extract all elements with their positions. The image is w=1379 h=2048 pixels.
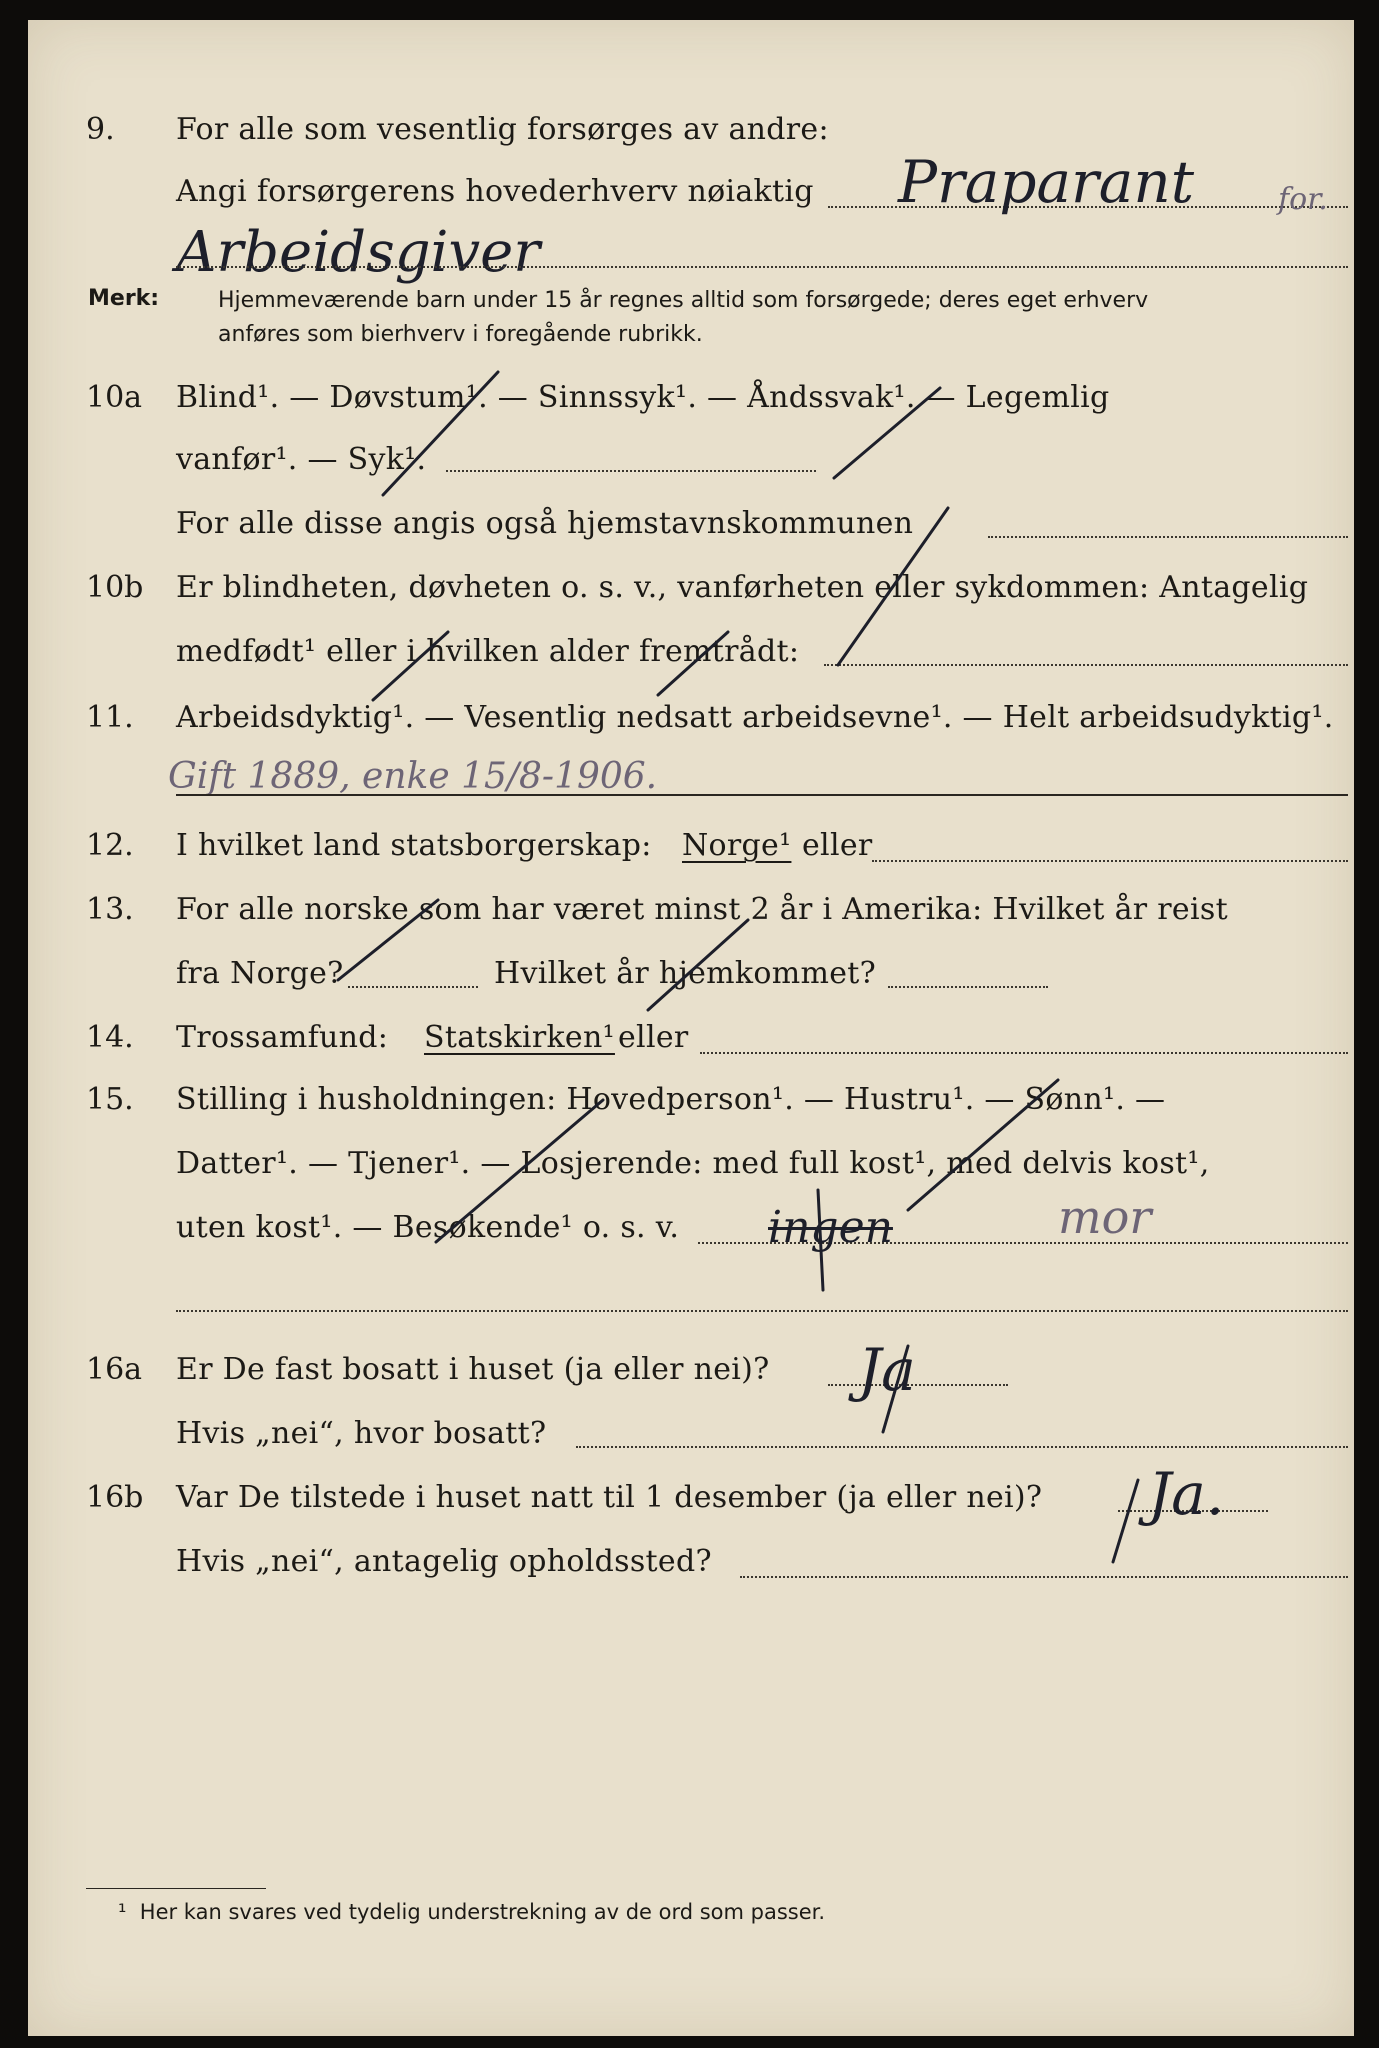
merk-line1: Hjemmeværende barn under 15 år regnes alltid som forsørgede; deres eget erhverv	[218, 288, 1149, 313]
q14-choice-underlined: Statskirken¹	[424, 1020, 615, 1055]
q13-line2b: Hvilket år hjemkommet?	[494, 956, 877, 991]
strike-mark-10a-1	[383, 372, 498, 495]
strike-mark-10b-2	[658, 632, 728, 695]
q10a-number: 10a	[86, 380, 143, 415]
q12-choice-underlined: Norge¹	[682, 828, 792, 863]
q10b-line1: Er blindheten, døvheten o. s. v., vanførheten eller sykdommen: Antagelig	[176, 570, 1309, 605]
strike-mark-15-2	[908, 1080, 1058, 1210]
q13-number: 13.	[86, 892, 134, 927]
q12-text: I hvilket land statsborgerskap:	[176, 828, 652, 863]
q9-number: 9.	[86, 112, 115, 147]
q9-line2: Angi forsørgerens hovederhverv nøiaktig	[176, 174, 814, 209]
q10a-line3: For alle disse angis også hjemstavnskommunen	[176, 506, 914, 541]
q15-line3: uten kost¹. — Besøkende¹ o. s. v.	[176, 1210, 680, 1245]
q11-line1: Arbeidsdyktig¹. — Vesentlig nedsatt arbeidsevne¹. — Helt arbeidsudyktig¹.	[176, 700, 1334, 735]
q9-line1: For alle som vesentlig forsørges av andre:	[176, 112, 829, 147]
strike-mark-13-1	[338, 900, 438, 980]
q16b-handwritten-answer: Ja.	[1148, 1460, 1225, 1528]
q10a-line2: vanfør¹. — Syk¹.	[176, 442, 427, 477]
q11-number: 11.	[86, 700, 134, 735]
strike-mark-10b-1	[373, 632, 448, 700]
q14-tail: eller	[618, 1020, 689, 1055]
merk-label: Merk:	[88, 286, 160, 311]
q13-line1: For alle norske som har været minst 2 år i Amerika: Hvilket år reist	[176, 892, 1228, 927]
census-form-sheet	[28, 20, 1354, 2036]
q9-handwritten-answer: Praparant	[898, 148, 1195, 216]
q13-line2a: fra Norge?	[176, 956, 344, 991]
q16a-handwritten-answer: Ja	[858, 1336, 916, 1404]
q15-line1: Stilling i husholdningen: Hovedperson¹. — Hustru¹. — Sønn¹. —	[176, 1082, 1166, 1117]
q12-tail: eller	[802, 828, 873, 863]
q10a-line1: Blind¹. — Døvstum¹. — Sinnssyk¹. — Åndssvak¹. — Legemlig	[176, 380, 1110, 415]
q16b-number: 16b	[86, 1480, 144, 1515]
q16a-line1: Er De fast bosatt i huset (ja eller nei)?	[176, 1352, 770, 1387]
q16b-line1: Var De tilstede i huset natt til 1 desember (ja eller nei)?	[176, 1480, 1043, 1515]
q10b-number: 10b	[86, 570, 144, 605]
q16a-number: 16a	[86, 1352, 143, 1387]
q14-number: 14.	[86, 1020, 134, 1055]
strike-mark-10b-3	[838, 508, 948, 665]
q16b-check-stroke	[1113, 1480, 1138, 1562]
q15-struck-answer: ingen	[768, 1202, 893, 1253]
q12-number: 12.	[86, 828, 134, 863]
q14-text: Trossamfund:	[176, 1020, 389, 1055]
q9-pencil-note: for.	[1278, 182, 1328, 217]
strike-mark-10a-2	[834, 388, 940, 478]
q16b-line2: Hvis „nei“, antagelig opholdssted?	[176, 1544, 712, 1579]
q11-pencil-answer: Gift 1889, enke 15/8-1906.	[168, 756, 658, 797]
handwritten-strike-marks	[28, 20, 1354, 2036]
q15-pencil-answer: mor	[1058, 1190, 1152, 1244]
footnote-mark: ¹	[118, 1900, 127, 1924]
merk-line2: anføres som bierhverv i foregående rubrikk.	[218, 322, 703, 347]
q15-line2: Datter¹. — Tjener¹. — Losjerende: med full kost¹, med delvis kost¹,	[176, 1146, 1210, 1181]
q9-handwritten-answer-2: Arbeidsgiver	[176, 220, 540, 285]
strike-mark-13-2	[648, 920, 748, 1010]
footnote-text: Her kan svares ved tydelig understrekning av de ord som passer.	[139, 1900, 826, 1924]
strike-mark-15-1	[436, 1100, 603, 1242]
strike-mark-15-3	[818, 1190, 823, 1290]
q10b-line2: medfødt¹ eller i hvilken alder fremtrådt:	[176, 634, 800, 669]
q15-number: 15.	[86, 1082, 134, 1117]
q16a-check-stroke	[883, 1346, 908, 1432]
q16a-line2: Hvis „nei“, hvor bosatt?	[176, 1416, 547, 1451]
